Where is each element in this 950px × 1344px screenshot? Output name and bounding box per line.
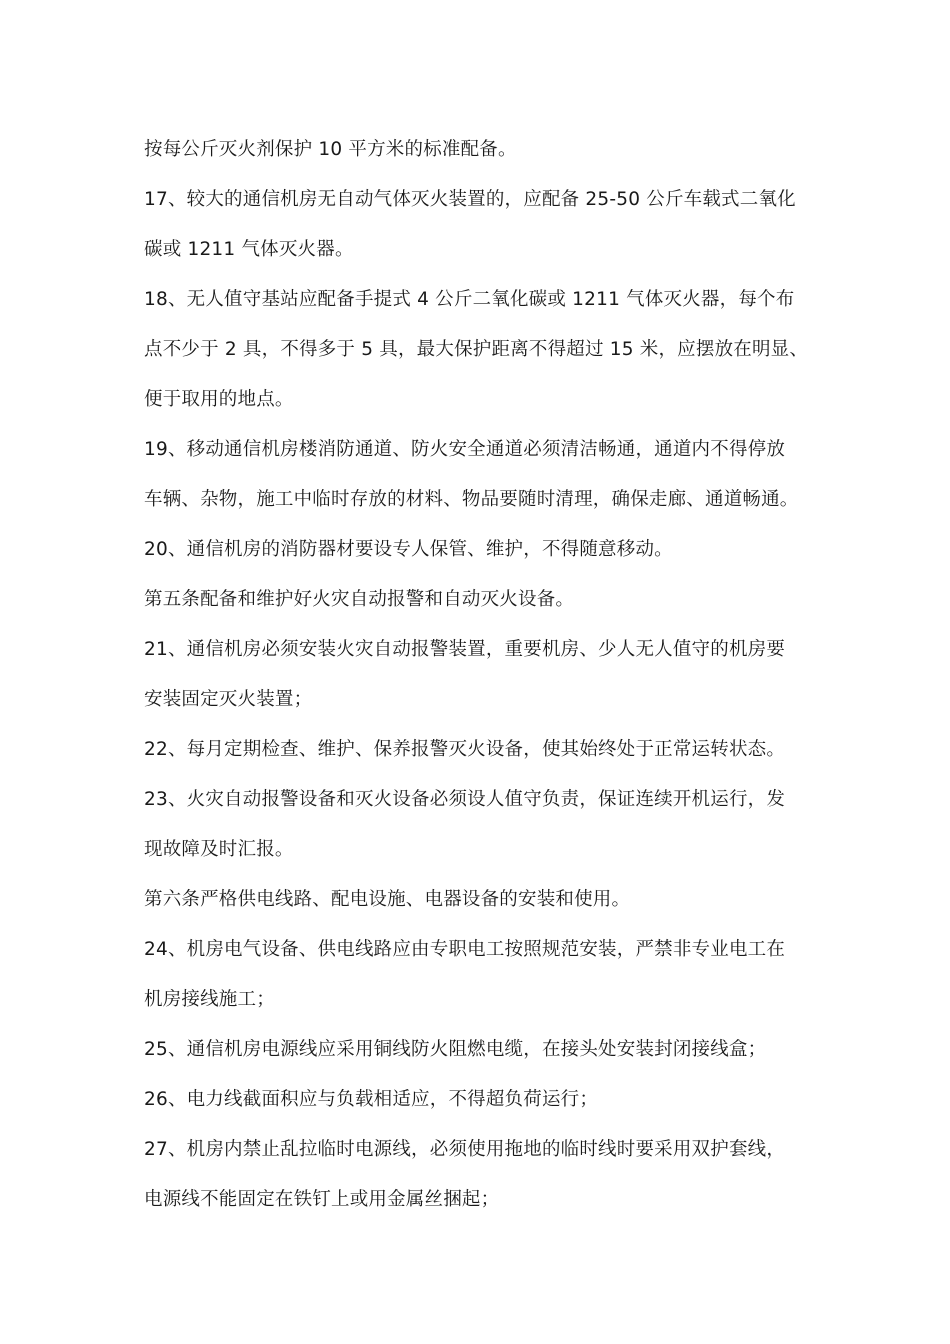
- text-line: 26、电力线截面积应与负载相适应，不得超负荷运行；: [144, 1089, 599, 1110]
- text-line: 25、通信机房电源线应采用铜线防火阻燃电缆，在接头处安装封闭接线盒；: [144, 1039, 767, 1060]
- text-line: 按每公斤灭火剂保护 10 平方米的标准配备。: [144, 139, 517, 160]
- text-line: 20、通信机房的消防器材要设专人保管、维护，不得随意移动。: [144, 539, 673, 560]
- text-line: 21、通信机房必须安装火灾自动报警装置，重要机房、少人无人值守的机房要: [144, 639, 786, 660]
- text-line: 安装固定灭火装置；: [144, 689, 313, 710]
- section-heading: 第五条配备和维护好火灾自动报警和自动灭火设备。: [144, 589, 575, 610]
- text-line: 机房接线施工；: [144, 989, 275, 1010]
- text-line: 车辆、杂物，施工中临时存放的材料、物品要随时清理，确保走廊、通道畅通。: [144, 489, 799, 510]
- text-line: 19、移动通信机房楼消防通道、防火安全通道必须清洁畅通，通道内不得停放: [144, 439, 786, 460]
- text-line: 22、每月定期检查、维护、保养报警灭火设备，使其始终处于正常运转状态。: [144, 739, 786, 760]
- text-line: 24、机房电气设备、供电线路应由专职电工按照规范安装，严禁非专业电工在: [144, 939, 786, 960]
- document-body: [144, 133, 824, 1233]
- section-heading: 第六条严格供电线路、配电设施、电器设备的安装和使用。: [144, 889, 631, 910]
- text-line: 碳或 1211 气体灭火器。: [144, 239, 354, 260]
- text-line: 电源线不能固定在铁钉上或用金属丝捆起；: [144, 1189, 500, 1210]
- text-line: 17、较大的通信机房无自动气体灭火装置的，应配备 25-50 公斤车载式二氧化: [144, 189, 796, 210]
- text-line: 27、机房内禁止乱拉临时电源线，必须使用拖地的临时线时要采用双护套线，: [144, 1139, 786, 1160]
- text-line: 现故障及时汇报。: [144, 839, 294, 860]
- text-line: 23、火灾自动报警设备和灭火设备必须设人值守负责，保证连续开机运行，发: [144, 789, 786, 810]
- text-line: 点不少于 2 具，不得多于 5 具，最大保护距离不得超过 15 米，应摆放在明显、: [144, 339, 809, 360]
- text-line: 便于取用的地点。: [144, 389, 294, 410]
- text-line: 18、无人值守基站应配备手提式 4 公斤二氧化碳或 1211 气体灭火器，每个布: [144, 289, 795, 310]
